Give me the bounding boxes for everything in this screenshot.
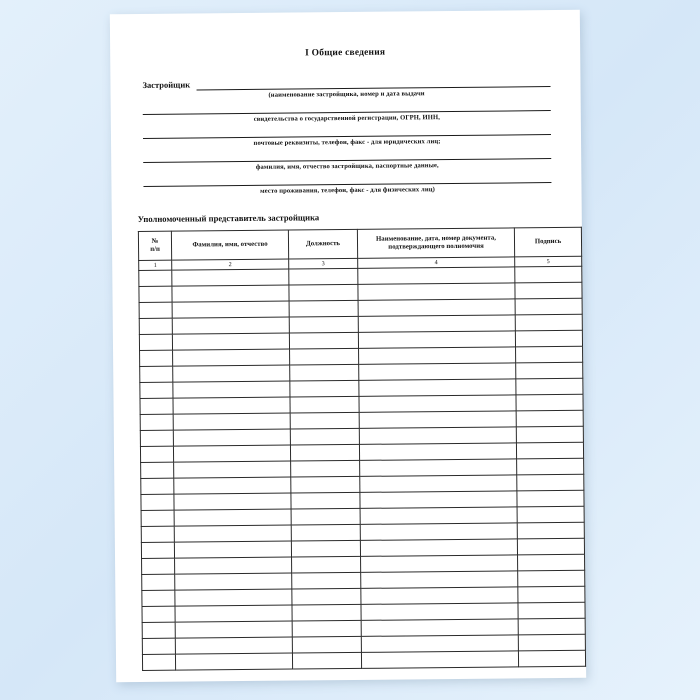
table-cell[interactable] [142,558,175,574]
column-header-document-line1: Наименование, дата, номер документа, [375,234,496,243]
table-cell[interactable] [291,508,360,525]
table-cell[interactable] [361,651,518,669]
builder-fill-line-2[interactable] [143,99,551,115]
table-cell[interactable] [292,556,361,573]
table-cell[interactable] [518,570,585,587]
table-cell[interactable] [359,395,516,413]
table-cell[interactable] [175,621,292,638]
table-cell[interactable] [361,603,518,621]
table-cell[interactable] [174,461,291,478]
table-cell[interactable] [173,429,290,446]
builder-fill-line-3[interactable] [143,123,551,139]
column-number-1: 1 [139,260,172,270]
table-cell[interactable] [292,636,361,653]
column-header-number [138,231,171,260]
table-cell[interactable] [141,462,174,478]
builder-caption-4: фамилия, имя, отчество застройщика, паспортные данные, [255,162,439,171]
table-cell[interactable] [515,330,582,347]
table-cell[interactable] [174,493,291,510]
table-cell[interactable] [516,378,583,395]
table-cell[interactable] [142,622,175,638]
table-cell[interactable] [174,541,291,558]
table-cell[interactable] [173,349,290,366]
table-blank-rows [139,266,586,670]
column-header-fullname: Фамилия, имя, отчество [171,230,288,260]
table-cell[interactable] [289,300,358,317]
builder-caption-1: (наименование застройщика, номер и дата выдачи [268,90,425,99]
table-cell[interactable] [290,444,359,461]
document-page [110,10,586,682]
table-cell[interactable] [289,284,358,301]
column-number-2: 2 [172,259,289,270]
table-cell[interactable] [517,474,584,491]
table-cell[interactable] [359,379,516,397]
column-header-document [357,228,514,259]
column-number-3: 3 [289,258,358,269]
table-cell[interactable] [516,442,583,459]
section-title: Уполномоченный представитель застройщика [137,212,320,225]
table-cell[interactable] [292,588,361,605]
table-cell[interactable] [172,317,289,334]
table-header-row [138,227,581,260]
table-cell[interactable] [175,605,292,622]
builder-block [110,75,581,197]
table-cell[interactable] [292,620,361,637]
table-cell[interactable] [518,554,585,571]
table-cell[interactable] [172,301,289,318]
table-cell[interactable] [292,572,361,589]
table-cell[interactable] [290,364,359,381]
table-cell[interactable] [140,446,173,462]
table-cell[interactable] [140,366,173,382]
table-cell[interactable] [358,299,515,317]
table-cell[interactable] [291,524,360,541]
table-cell[interactable] [291,476,360,493]
table-cell[interactable] [141,526,174,542]
table-cell[interactable] [290,380,359,397]
table-cell[interactable] [516,362,583,379]
table-cell[interactable] [516,426,583,443]
table-cell[interactable] [358,267,515,285]
table-cell[interactable] [518,602,585,619]
builder-caption-2: свидетельства о государственной регистрации, ОГРН, ИНН, [253,114,440,123]
table-cell[interactable] [289,268,358,285]
column-header-position: Должность [288,229,357,259]
table-cell[interactable] [516,346,583,363]
table-cell[interactable] [142,590,175,606]
representatives-table [138,227,586,671]
table-cell[interactable] [174,509,291,526]
table-cell[interactable] [175,573,292,590]
table-cell[interactable] [516,394,583,411]
table-cell[interactable] [515,266,582,283]
table-row [142,650,585,670]
table-cell[interactable] [359,347,516,365]
table-cell[interactable] [173,381,290,398]
table-cell[interactable] [142,574,175,590]
table-cell[interactable] [139,334,172,350]
column-header-number-line1: № [151,238,159,246]
table-header [138,227,581,260]
table-cell[interactable] [517,538,584,555]
table-cell[interactable] [517,522,584,539]
table-cell[interactable] [174,477,291,494]
table-cell[interactable] [518,650,585,667]
table-cell[interactable] [175,653,292,670]
builder-fill-line-1[interactable] [196,75,550,90]
table-cell[interactable] [142,606,175,622]
table-cell[interactable] [516,410,583,427]
table-cell[interactable] [517,458,584,475]
table-cell[interactable] [291,540,360,557]
table-cell[interactable] [140,414,173,430]
table-cell[interactable] [289,316,358,333]
table-cell[interactable] [515,282,582,299]
builder-fill-line-5[interactable] [143,171,551,187]
column-header-document-line2: подтверждающего полномочия [388,242,484,251]
table-cell[interactable] [358,315,515,333]
table-cell[interactable] [515,314,582,331]
table-cell[interactable] [359,427,516,445]
table-cell[interactable] [172,285,289,302]
table-cell[interactable] [360,507,517,525]
column-number-4: 4 [358,257,515,269]
table-cell[interactable] [361,635,518,653]
builder-field-row [142,75,550,91]
table-cell[interactable] [358,283,515,301]
builder-label: Застройщик [142,79,191,90]
table-cell[interactable] [139,270,172,286]
table-cell[interactable] [140,350,173,366]
table-cell[interactable] [361,619,518,637]
table-cell[interactable] [359,363,516,381]
column-number-5: 5 [515,256,582,267]
table-cell[interactable] [139,286,172,302]
table-cell[interactable] [141,494,174,510]
table-cell[interactable] [359,411,516,429]
table-cell[interactable] [173,445,290,462]
table-cell[interactable] [361,587,518,605]
table-cell[interactable] [360,491,517,509]
table-cell[interactable] [175,557,292,574]
table-cell[interactable] [290,396,359,413]
document-body [110,10,586,682]
table-cell[interactable] [139,318,172,334]
table-cell[interactable] [140,430,173,446]
table-cell[interactable] [290,428,359,445]
table-cell[interactable] [358,331,515,349]
builder-caption-5: место проживания, телефон, факс - для физических лиц) [260,186,435,195]
builder-fill-line-4[interactable] [143,147,551,163]
table-cell[interactable] [140,382,173,398]
table-cell[interactable] [142,654,175,670]
table-cell[interactable] [292,652,361,669]
table-cell[interactable] [140,398,173,414]
table-cell[interactable] [141,478,174,494]
table-cell[interactable] [360,475,517,493]
table-cell[interactable] [361,555,518,573]
table-cell[interactable] [291,492,360,509]
table-cell[interactable] [172,269,289,286]
table-cell[interactable] [292,604,361,621]
table-cell[interactable] [174,525,291,542]
table-cell[interactable] [518,586,585,603]
table-cell[interactable] [173,413,290,430]
table-cell[interactable] [518,618,585,635]
table-cell[interactable] [518,634,585,651]
table-cell[interactable] [141,510,174,526]
table-cell[interactable] [175,637,292,654]
table-cell[interactable] [360,459,517,477]
table-cell[interactable] [142,638,175,654]
table-cell[interactable] [360,539,517,557]
table-cell[interactable] [175,589,292,606]
table-cell[interactable] [173,397,290,414]
table-cell[interactable] [173,365,290,382]
page-title: I Общие сведения [305,47,386,59]
column-header-signature: Подпись [514,227,581,257]
table-cell[interactable] [172,333,289,350]
table-cell[interactable] [139,302,172,318]
table-cell[interactable] [517,506,584,523]
table-cell[interactable] [289,332,358,349]
table-cell[interactable] [361,571,518,589]
table-cell[interactable] [360,523,517,541]
table-cell[interactable] [359,443,516,461]
table-cell[interactable] [290,348,359,365]
table-cell[interactable] [517,490,584,507]
table-cell[interactable] [141,542,174,558]
table-cell[interactable] [291,460,360,477]
column-header-number-line2: п/п [150,245,160,253]
table-cell[interactable] [290,412,359,429]
builder-caption-3: почтовые реквизиты, телефон, факс - для юридических лиц; [253,138,441,147]
table-cell[interactable] [515,298,582,315]
